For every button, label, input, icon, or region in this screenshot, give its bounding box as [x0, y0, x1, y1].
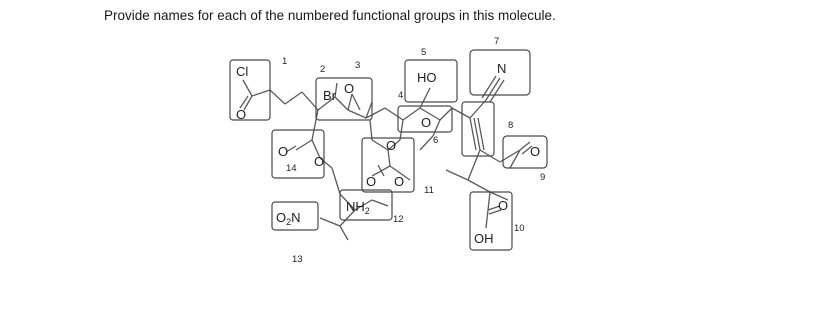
atom-nh2: $NH_2$	[346, 199, 370, 216]
atom-br: Br	[323, 88, 336, 103]
atom-o-group6: O	[421, 115, 432, 130]
group-number-5: 5	[421, 47, 427, 58]
atom-o-group9: O	[530, 144, 541, 159]
atom-cl: Cl	[236, 64, 249, 79]
atom-o-group4-ring: O	[366, 174, 377, 189]
atom-o-group4-ring2: O	[394, 174, 405, 189]
atom-ho: HO	[417, 70, 437, 85]
group-number-11: 11	[424, 185, 434, 196]
question-text: Provide names for each of the numbered functional groups in this molecule.	[104, 8, 556, 23]
atom-oh: OH	[474, 231, 494, 246]
atom-n: N	[497, 61, 507, 76]
group-number-12: 12	[393, 214, 404, 225]
atom-o-group4-carbonyl: O	[386, 138, 397, 153]
group-number-10: 10	[514, 223, 525, 234]
atom-o-group1: O	[236, 107, 247, 122]
group-number-3: 3	[355, 60, 361, 71]
group-number-6: 6	[433, 135, 439, 146]
group-number-2: 2	[320, 64, 326, 75]
group-number-8: 8	[508, 120, 514, 131]
group-number-4: 4	[398, 90, 404, 101]
group-number-13: 13	[292, 254, 303, 265]
atom-o2n: $O_2N$	[276, 210, 301, 227]
group-box-8	[462, 102, 494, 156]
group-number-9: 9	[540, 172, 546, 183]
group-number-1: 1	[282, 56, 288, 67]
atom-o-group3: O	[344, 81, 355, 96]
atom-o-group14-carbonyl: O	[278, 144, 289, 159]
group-number-14: 14	[286, 163, 297, 174]
atom-o-group10: O	[498, 198, 509, 213]
atom-o-group14-ester: O	[314, 154, 325, 169]
group-number-7: 7	[494, 36, 500, 47]
